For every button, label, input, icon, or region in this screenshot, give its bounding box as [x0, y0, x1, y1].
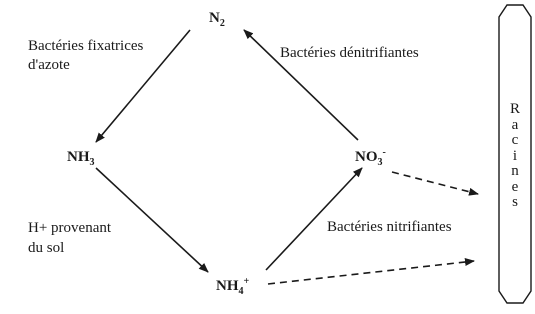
node-n2 — [209, 9, 225, 27]
no3-superscript: - — [382, 147, 386, 158]
dashed-arrow-nh4-to-roots — [268, 261, 474, 284]
roots-letter: n — [511, 163, 519, 179]
n2-base: N — [209, 10, 220, 26]
n2-subscript: 2 — [219, 18, 225, 29]
label-fixatrices-line1: Bactéries fixatrices — [28, 38, 144, 54]
roots-letter: s — [512, 194, 518, 210]
label-fixatrices-line2: d'azote — [28, 57, 70, 73]
node-nh3 — [67, 148, 95, 166]
nh4-superscript: + — [243, 276, 250, 287]
roots-label — [500, 102, 530, 211]
roots-letter: c — [511, 132, 519, 148]
roots-letter: i — [512, 147, 518, 164]
nh4-base: NH — [216, 278, 239, 294]
no3-base: NO — [355, 149, 378, 165]
nh3-subscript: 3 — [89, 157, 95, 168]
nh4-subscript: 4 — [238, 286, 244, 297]
roots-letter: a — [511, 116, 519, 133]
nh3-base: NH — [67, 149, 90, 165]
label-h-plus-line2: du sol — [28, 240, 65, 256]
node-nh4 — [216, 277, 249, 295]
arrow-nh3-to-nh4 — [96, 168, 208, 272]
roots-letter: R — [509, 101, 520, 117]
roots-letter: e — [511, 178, 519, 195]
label-nitrifiantes: Bactéries nitrifiantes — [327, 219, 452, 235]
label-denitrifiantes: Bactéries dénitrifiantes — [280, 45, 419, 61]
node-no3 — [355, 148, 386, 166]
label-h-plus-line1: H+ provenant — [28, 220, 112, 236]
no3-subscript: 3 — [377, 157, 383, 168]
dashed-arrow-no3-to-roots — [392, 172, 478, 194]
